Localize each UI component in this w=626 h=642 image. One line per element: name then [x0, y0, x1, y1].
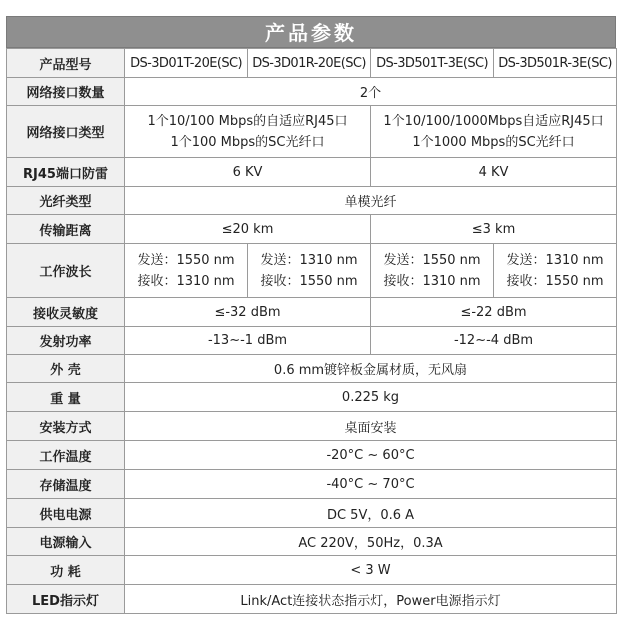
port-type-b-line1: 1个10/100/1000Mbps自适应RJ45口: [383, 113, 604, 129]
wavelength-3-rx: 接收：1310 nm: [383, 273, 481, 289]
row-label-tx-power: 发射功率: [7, 327, 125, 355]
table-row: [7, 528, 617, 556]
table-row: [7, 158, 617, 187]
row-label-surge: RJ45端口防雷: [7, 158, 125, 187]
wavelength-value-1: [125, 244, 248, 298]
table-row: [7, 412, 617, 441]
row-label-distance: 传输距离: [7, 215, 125, 244]
port-count-value: 2个: [125, 78, 617, 106]
row-label-weight: 重 量: [7, 383, 125, 412]
row-label-sensitivity: 接收灵敏度: [7, 298, 125, 327]
table-row: [7, 244, 617, 298]
table-row: [7, 78, 617, 106]
port-type-b-line2: 1个1000 Mbps的SC光纤口: [412, 134, 575, 150]
table-row: [7, 499, 617, 528]
fiber-type-value: 单模光纤: [125, 187, 617, 215]
consumption-value: < 3 W: [125, 556, 617, 585]
wavelength-3-tx: 发送：1550 nm: [383, 252, 481, 268]
wavelength-4-tx: 发送：1310 nm: [506, 252, 604, 268]
power-input-value: AC 220V，50Hz，0.3A: [125, 528, 617, 556]
row-label-led: LED指示灯: [7, 585, 125, 614]
table-row: [7, 355, 617, 383]
wavelength-value-3: [371, 244, 494, 298]
storage-temp-value: -40°C ~ 70°C: [125, 470, 617, 499]
table-row: [7, 327, 617, 355]
row-label-consumption: 功 耗: [7, 556, 125, 585]
model-4: DS-3D501R-3E(SC): [494, 49, 617, 78]
wavelength-1-rx: 接收：1310 nm: [137, 273, 235, 289]
model-2: DS-3D01R-20E(SC): [248, 49, 371, 78]
table-row: [7, 215, 617, 244]
port-type-a-line2: 1个100 Mbps的SC光纤口: [170, 134, 325, 150]
power-supply-value: DC 5V，0.6 A: [125, 499, 617, 528]
wavelength-4-rx: 接收：1550 nm: [506, 273, 604, 289]
surge-value-b: 4 KV: [371, 158, 617, 187]
row-label-power-input: 电源输入: [7, 528, 125, 556]
table-title: 产品参数: [6, 16, 616, 48]
wavelength-2-tx: 发送：1310 nm: [260, 252, 358, 268]
wavelength-value-4: [494, 244, 617, 298]
table-row: [7, 49, 617, 78]
wavelength-2-rx: 接收：1550 nm: [260, 273, 358, 289]
table-row: [7, 441, 617, 470]
table-row: [7, 187, 617, 215]
distance-value-b: ≤3 km: [371, 215, 617, 244]
model-1: DS-3D01T-20E(SC): [125, 49, 248, 78]
row-label-op-temp: 工作温度: [7, 441, 125, 470]
port-type-value-b: [371, 106, 617, 158]
row-label-power-supply: 供电电源: [7, 499, 125, 528]
surge-value-a: 6 KV: [125, 158, 371, 187]
port-type-value-a: [125, 106, 371, 158]
table-row: [7, 470, 617, 499]
table-row: [7, 556, 617, 585]
op-temp-value: -20°C ~ 60°C: [125, 441, 617, 470]
shell-value: 0.6 mm镀锌板金属材质，无风扇: [125, 355, 617, 383]
row-label-storage-temp: 存储温度: [7, 470, 125, 499]
row-label-shell: 外 壳: [7, 355, 125, 383]
sensitivity-value-b: ≤-22 dBm: [371, 298, 617, 327]
table-row: [7, 106, 617, 158]
port-type-a-line1: 1个10/100 Mbps的自适应RJ45口: [147, 113, 348, 129]
led-value: Link/Act连接状态指示灯，Power电源指示灯: [125, 585, 617, 614]
table-row: [7, 383, 617, 412]
wavelength-value-2: [248, 244, 371, 298]
table-row: [7, 298, 617, 327]
tx-power-value-a: -13~-1 dBm: [125, 327, 371, 355]
row-label-port-count: 网络接口数量: [7, 78, 125, 106]
weight-value: 0.225 kg: [125, 383, 617, 412]
row-label-port-type: 网络接口类型: [7, 106, 125, 158]
table-row: [7, 585, 617, 614]
spec-table: [6, 48, 617, 614]
row-label-wavelength: 工作波长: [7, 244, 125, 298]
row-label-install: 安装方式: [7, 412, 125, 441]
wavelength-1-tx: 发送：1550 nm: [137, 252, 235, 268]
distance-value-a: ≤20 km: [125, 215, 371, 244]
spec-sheet: [6, 16, 616, 614]
tx-power-value-b: -12~-4 dBm: [371, 327, 617, 355]
install-value: 桌面安装: [125, 412, 617, 441]
sensitivity-value-a: ≤-32 dBm: [125, 298, 371, 327]
row-label-fiber-type: 光纤类型: [7, 187, 125, 215]
model-3: DS-3D501T-3E(SC): [371, 49, 494, 78]
row-label-model: 产品型号: [7, 49, 125, 78]
